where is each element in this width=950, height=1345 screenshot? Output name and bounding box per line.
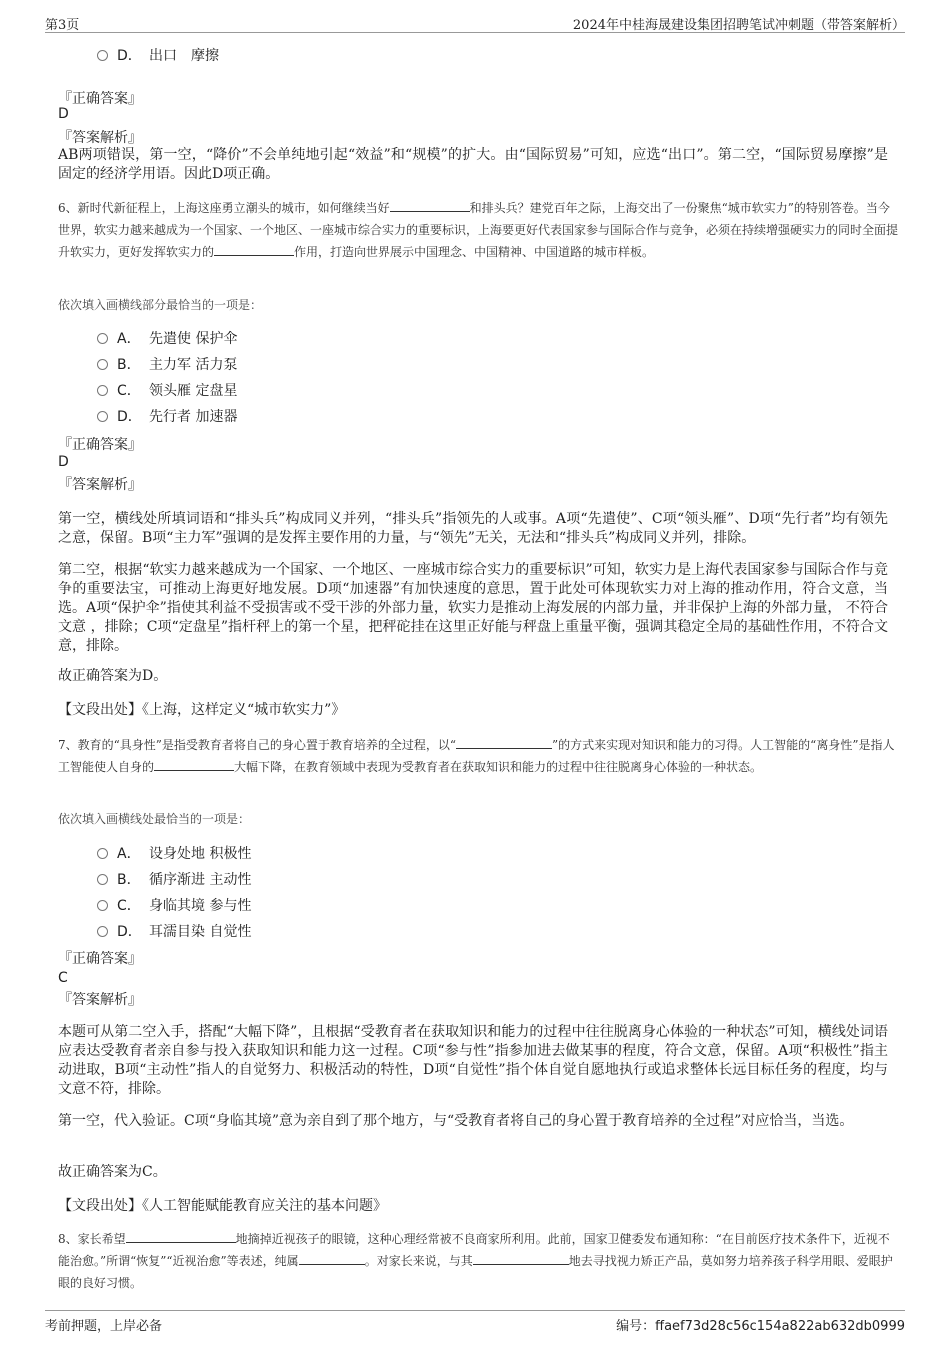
correct-answer-label: 『正确答案』 xyxy=(58,91,142,107)
q5-option-d[interactable]: D． 出口 摩擦 xyxy=(97,46,219,66)
q6-question: 6、新时代新征程上，上海这座勇立潮头的城市，如何继续当好 和排头兵？建党百年之际，上海交出了一份聚焦“城市软实力”的特别答卷。当今世界，软实力越来越成为一个国家、一个地区、一座城市综合实力的重要标识，上海要更好代表国家参与国际合作与竞争，必须在持续增强硬实力的同时全面提升软实力，更好发挥软实力的 作用，打造向世界展示中国理念、中国精神、中国道路的城市样板。 xyxy=(58,201,899,259)
q7-source: 【文段出处】《人工智能赋能教育应关注的基本问题》 xyxy=(58,1198,387,1214)
q7-option-c[interactable]: C． 身临其境 参与性 xyxy=(97,896,251,916)
correct-answer-label: 『正确答案』 xyxy=(58,437,142,453)
blank xyxy=(154,758,234,771)
q7-conclusion: 故正确答案为C。 xyxy=(58,1164,167,1180)
correct-answer-label: 『正确答案』 xyxy=(58,951,142,967)
radio-icon[interactable] xyxy=(97,848,108,859)
q7-explanation-2: 第一空，代入验证。C项“身临其境”意为亲自到了那个地方，与“受教育者将自己的身心置于教育培养的全过程”对应恰当，当选。 xyxy=(58,1113,854,1129)
explanation-label: 『答案解析』 xyxy=(58,130,142,146)
q7-option-d[interactable]: D． 耳濡目染 自觉性 xyxy=(97,922,251,942)
blank xyxy=(126,1230,236,1243)
document-code: 编号：ffaef73d28c56c154a822ab632db0999 xyxy=(616,1319,905,1334)
q7-prompt: 依次填入画横线处最恰当的一项是： xyxy=(58,812,251,826)
q7-answer: C xyxy=(58,970,68,986)
q7-question: 7、教育的“具身性”是指受教育者将自己的身心置于教育培养的全过程，以“ ”的方式来实现对知识和能力的习得。人工智能的“离身性”是指人工智能使人自身的 大幅下降，在教育领域中表现为受教育者在获取知识和能力的过程中往往脱离身心体验的一种状态。 xyxy=(58,738,895,774)
page-footer xyxy=(45,1310,905,1333)
page-header xyxy=(45,12,905,33)
q6-explanation-2: 第二空，根据“软实力越来越成为一个国家、一个地区、一座城市综合实力的重要标识”可知，软实力是上海代表国家参与国际合作与竞争的重要法宝，可推动上海更好地发展。D项“加速器”有加快速度的意思，置于此处可体现软实力对上海的推动作用，符合文意，当选。A项“保护伞”指使其利益不受损害或不受干涉的外部力量，软实力是推动上海发展的内部力量，并非保护上海的外部力量， 不符合文意 ，排除；C项“定盘星”指杆秤上的第一个星，把秤砣挂在这里正好能与秤盘上重量平衡，强调其稳定全局的基础性作用，不符合文意，排除。 xyxy=(58,562,888,654)
q5-answer: D xyxy=(58,106,69,122)
q6-conclusion: 故正确答案为D。 xyxy=(58,668,168,684)
q6-source: 【文段出处】《上海，这样定义“城市软实力”》 xyxy=(58,702,346,718)
q6-explanation-1: 第一空，横线处所填词语和“排头兵”构成同义并列，“排头兵”指领先的人或事。A项“先遣使”、C项“领头雁”、D项“先行者”均有领先之意，保留。B项“主力军”强调的是发挥主要作用的力量，与“领先”无关，无法和“排头兵”构成同义并列，排除。 xyxy=(58,511,888,546)
q6-option-d[interactable]: D． 先行者 加速器 xyxy=(97,407,237,427)
q7-explanation-1: 本题可从第二空入手，搭配“大幅下降”，且根据“受教育者在获取知识和能力的过程中往往脱离身心体验的一种状态”可知，横线处词语应表达受教育者亲自参与投入获取知识和能力这一过程。C项“参与性”指参加进去做某事的程度，符合文意，保留。A项“积极性”指主动进取，B项“主动性”指人的自觉努力、积极活动的特性，D项“自觉性”指个体自觉自愿地执行或追求整体长远目标任务的程度，均与文意不符，排除。 xyxy=(58,1024,888,1097)
blank xyxy=(299,1252,365,1265)
radio-icon[interactable] xyxy=(97,874,108,885)
radio-icon[interactable] xyxy=(97,900,108,911)
blank xyxy=(473,1252,569,1265)
q6-answer: D xyxy=(58,454,69,470)
explanation-label: 『答案解析』 xyxy=(58,477,142,493)
q6-option-c[interactable]: C． 领头雁 定盘星 xyxy=(97,381,237,401)
radio-icon[interactable] xyxy=(97,385,108,396)
blank xyxy=(214,243,294,256)
page-number: 第3页 xyxy=(45,18,80,33)
q6-option-a[interactable]: A． 先遣使 保护伞 xyxy=(97,329,237,349)
footer-slogan: 考前押题，上岸必备 xyxy=(45,1319,163,1334)
q7-option-a[interactable]: A． 设身处地 积极性 xyxy=(97,844,251,864)
radio-icon[interactable] xyxy=(97,926,108,937)
q6-prompt: 依次填入画横线部分最恰当的一项是： xyxy=(58,298,263,312)
radio-icon[interactable] xyxy=(97,333,108,344)
radio-icon[interactable] xyxy=(97,359,108,370)
radio-icon[interactable] xyxy=(97,411,108,422)
blank xyxy=(390,199,470,212)
blank xyxy=(456,736,552,749)
q7-option-b[interactable]: B． 循序渐进 主动性 xyxy=(97,870,251,890)
explanation-label: 『答案解析』 xyxy=(58,992,142,1008)
q8-question: 8、家长希望 地摘掉近视孩子的眼镜，这种心理经常被不良商家所利用。此前，国家卫健委发布通知称：“在目前医疗技术条件下，近视不能治愈。”所谓“恢复”“近视治愈”等表述，纯属 。对家长来说，与其 地去寻找视力矫正产品，莫如努力培养孩子科学用眼、爱眼护眼的良好习惯。 xyxy=(58,1232,893,1290)
document-title: 2024年中桂海晟建设集团招聘笔试冲刺题（带答案解析） xyxy=(572,18,905,33)
q5-explanation: AB两项错误，第一空，“降价”不会单纯地引起“效益”和“规模”的扩大。由“国际贸易”可知，应选“出口”。第二空，“国际贸易摩擦”是固定的经济学用语。因此D项正确。 xyxy=(58,147,888,182)
q6-option-b[interactable]: B． 主力军 活力泵 xyxy=(97,355,237,375)
radio-icon[interactable] xyxy=(97,50,108,61)
